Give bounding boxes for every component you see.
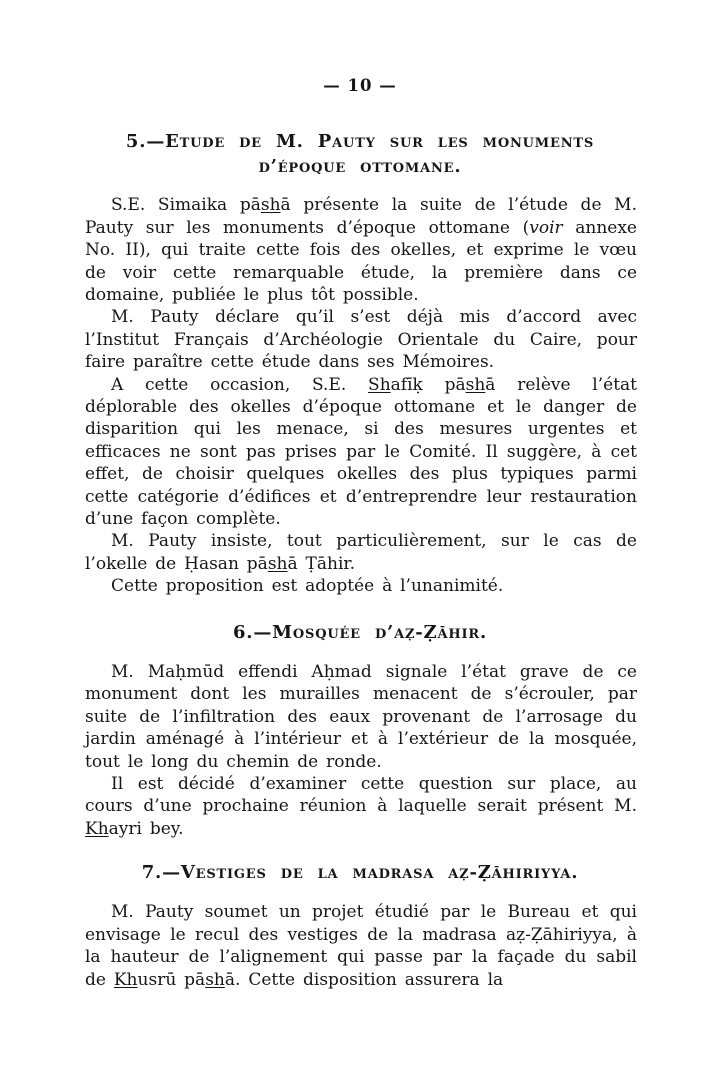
- paragraph-simaika-presente: [85, 194, 637, 306]
- text-run: annexe No. II), qui traite cette fois des okelles, et exprime le vœu de voir cette remarquable étude, la première dans ce domaine, publiée le plus tôt possible.: [85, 217, 637, 305]
- text-column: [85, 901, 637, 991]
- text-run: ā présente la suite de l’étude de M. Pauty sur les monuments d’époque ottomane (: [85, 195, 637, 238]
- underlined-transliteration: sh: [205, 969, 225, 990]
- text-run: M. Maḥmūd effendi Aḥmad signale l’état grave de ce monument dont les murailles menacent de s’écrouler, par suite de l’infiltration des eaux provenant de l’arrosage du jardin aménagé à l’intérieur et à l’extérieur de la mosquée, tout le long du chemin de ronde.: [85, 661, 637, 772]
- section-7-heading: 7.—Vestiges de la madrasa aẓ-Ẓāhiriyya.: [141, 862, 579, 884]
- underlined-transliteration: Kh: [85, 818, 109, 839]
- text-run: ā Ṭāhir.: [287, 553, 356, 574]
- paragraph-pauty-insiste: [85, 530, 637, 575]
- underlined-transliteration: Sh: [368, 374, 391, 395]
- paragraph-examiner-sur-place: [85, 773, 637, 840]
- underlined-transliteration: sh: [465, 374, 486, 395]
- text-column: [85, 194, 637, 597]
- section-6-heading: 6.—Mosquée d’aẓ-Ẓāhir.: [232, 621, 488, 643]
- paragraph-proposition-adoptee: [85, 575, 637, 597]
- italic-text: voir: [529, 217, 563, 238]
- text-run: usrū pā: [137, 969, 206, 990]
- paragraph-mahmud-signale: [85, 661, 637, 773]
- paragraph-pauty-soumet-projet: [85, 901, 637, 991]
- text-run: M. Pauty insiste, tout particulièrement, sur le cas de l’okelle de Ḥasan pā: [85, 531, 637, 574]
- page-number: — 10 —: [323, 76, 397, 95]
- text-run: M. Pauty déclare qu’il s’est déjà mis d’accord avec l’Institut Français d’Archéologie Orientale du Caire, pour faire paraître cette étude dans ses Mémoires.: [85, 307, 637, 373]
- text-run: M. Pauty soumet un projet étudié par le Bureau et qui envisage le recul des vestiges de la madrasa aẓ-Ẓāhiriyya, à la hauteur de l’alignement qui passe par la façade du sabil de: [85, 902, 637, 990]
- text-run: ayri bey.: [108, 818, 184, 839]
- text-run: A cette occasion, S.E.: [111, 374, 369, 395]
- underlined-transliteration: Kh: [113, 969, 138, 990]
- text-run: afīḳ pā: [390, 374, 466, 395]
- paragraph-pauty-declare: [85, 306, 637, 373]
- paragraph-shafik-releve: [85, 374, 637, 531]
- text-run: ā relève l’état déplorable des okelles d’époque ottomane et le danger de disparition qui les menace, si des mesures urgentes et efficaces ne sont pas prises par le Comité. Il suggère, à cet effet, de choisir quelques okelles des plus typiques parmi cette catégorie d’édifices et d’entreprendre leur restauration d’une façon complète.: [85, 374, 637, 530]
- section-5-heading: 5.—Etude de M. Pauty sur les monuments d’époque ottomane.: [125, 131, 595, 178]
- underlined-transliteration: sh: [267, 553, 288, 574]
- underlined-transliteration: sh: [260, 195, 281, 216]
- text-run: ā. Cette disposition assurera la: [224, 969, 504, 990]
- text-run: Il est décidé d’examiner cette question sur place, au cours d’une prochaine réunion à laquelle serait présent M.: [85, 773, 637, 817]
- text-run: S.E. Simaika pā: [111, 195, 261, 216]
- text-run: Cette proposition est adoptée à l’unanimité.: [111, 576, 504, 597]
- text-column: [85, 661, 637, 840]
